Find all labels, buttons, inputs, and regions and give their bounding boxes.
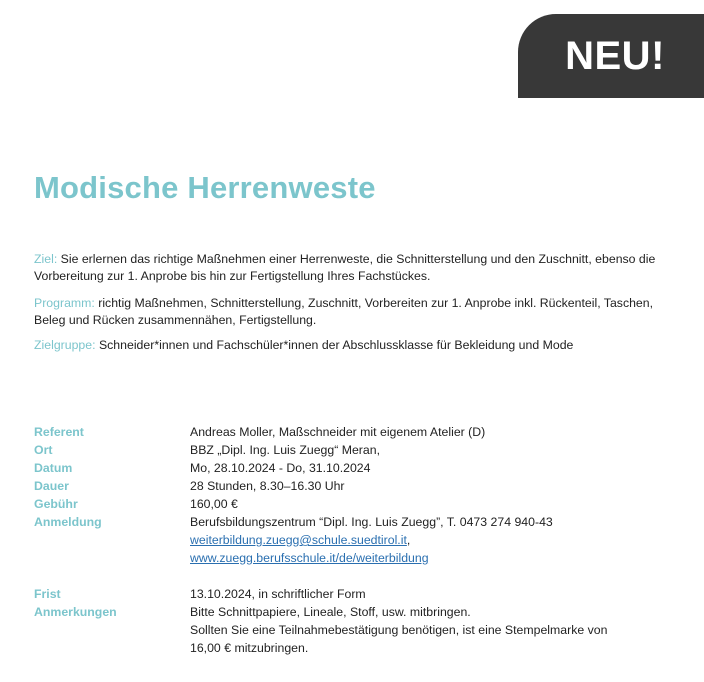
detail-row-gebuehr — [34, 495, 684, 513]
anmeldung-value: Berufsbildungszentrum “Dipl. Ing. Luis Zuegg”, T. 0473 274 940-43 — [190, 515, 553, 529]
cropped-header-mark — [270, 0, 470, 4]
anmerkungen-values — [190, 603, 684, 657]
anmerkungen-line-3: 16,00 € mitzubringen. — [190, 641, 309, 655]
ort-value: BBZ „Dipl. Ing. Luis Zuegg“ Meran, — [190, 443, 380, 457]
zielgruppe-paragraph — [34, 337, 684, 354]
detail-row-referent — [34, 423, 684, 441]
anmeldung-email-line — [190, 531, 684, 549]
detail-row-anmeldung — [34, 513, 684, 567]
anmerkungen-line-2: Sollten Sie eine Teilnahmebestätigung benötigen, ist eine Stempelmarke von — [190, 623, 608, 637]
programm-paragraph — [34, 295, 684, 329]
ziel-label: Ziel: — [34, 252, 58, 266]
new-badge — [518, 14, 704, 98]
email-suffix: , — [406, 533, 411, 547]
detail-row-dauer — [34, 477, 684, 495]
email-link[interactable]: weiterbildung.zuegg@schule.suedtirol.it — [190, 533, 407, 547]
anmerkungen-label: Anmerkungen — [34, 605, 117, 619]
gebuehr-value: 160,00 € — [190, 497, 238, 511]
gebuehr-label: Gebühr — [34, 497, 78, 511]
referent-label: Referent — [34, 425, 84, 439]
frist-value: 13.10.2024, in schriftlicher Form — [190, 587, 366, 601]
frist-label: Frist — [34, 587, 61, 601]
website-link[interactable]: www.zuegg.berufsschule.it/de/weiterbildung — [190, 551, 429, 565]
new-badge-text: NEU! — [565, 33, 665, 78]
ziel-text: Sie erlernen das richtige Maßnehmen einer Herrenweste, die Schnitterstellung und den Zuschnitt, ebenso die Vorbereitung zur 1. Anprobe bis hin zur Fertigstellung Ihres Fachstückes. — [34, 252, 656, 283]
anmerkungen-line-1: Bitte Schnittpapiere, Lineale, Stoff, usw. mitbringen. — [190, 605, 471, 619]
detail-row-frist — [34, 585, 684, 603]
programm-label: Programm: — [34, 296, 95, 310]
detail-row-ort — [34, 441, 684, 459]
course-details — [34, 423, 684, 657]
course-title: Modische Herrenweste — [34, 170, 376, 205]
ort-label: Ort — [34, 443, 53, 457]
detail-row-anmerkungen — [34, 603, 684, 657]
anmeldung-values — [190, 513, 684, 567]
programm-text: richtig Maßnehmen, Schnitterstellung, Zuschnitt, Vorbereiten zur 1. Anprobe inkl. Rückenteil, Taschen, Beleg und Rücken zusammennähen, Fertigstellung. — [34, 296, 654, 327]
section-gap — [34, 567, 684, 585]
zielgruppe-label: Zielgruppe: — [34, 338, 96, 352]
dauer-value: 28 Stunden, 8.30–16.30 Uhr — [190, 479, 345, 493]
datum-label: Datum — [34, 461, 73, 475]
ziel-paragraph — [34, 251, 684, 285]
datum-value: Mo, 28.10.2024 - Do, 31.10.2024 — [190, 461, 371, 475]
referent-value: Andreas Moller, Maßschneider mit eigenem Atelier (D) — [190, 425, 486, 439]
dauer-label: Dauer — [34, 479, 69, 493]
zielgruppe-text: Schneider*innen und Fachschüler*innen der Abschlussklasse für Bekleidung und Mode — [98, 338, 574, 352]
detail-row-datum — [34, 459, 684, 477]
anmeldung-label: Anmeldung — [34, 515, 102, 529]
